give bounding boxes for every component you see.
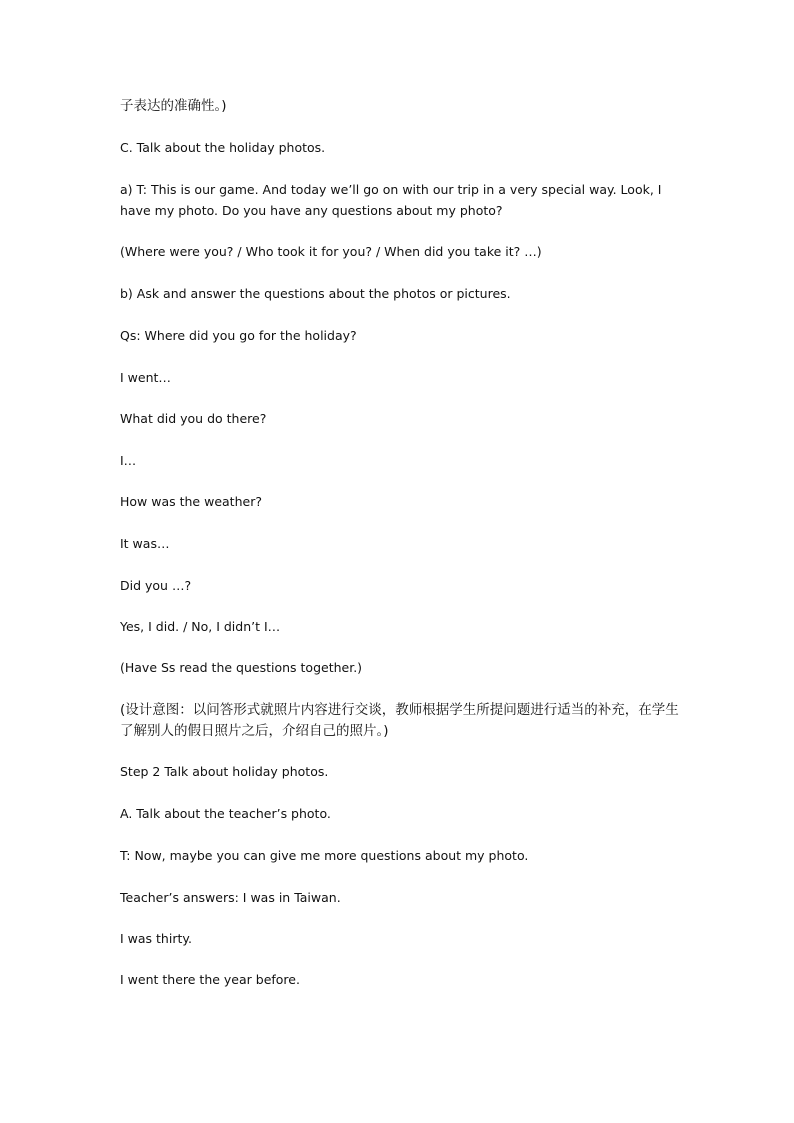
answer-yes-no: Yes, I did. / No, I didn’t I… [120, 619, 281, 634]
step-2-heading: Step 2 Talk about holiday photos. [120, 764, 329, 779]
question-where: Qs: Where did you go for the holiday? [120, 328, 357, 343]
answer-weather: It was… [120, 536, 170, 551]
teacher-answer-age: I was thirty. [120, 931, 192, 946]
design-note-continuation: 子表达的准确性。) [120, 98, 227, 114]
teacher-answer-time: I went there the year before. [120, 972, 300, 987]
read-together-note: (Have Ss read the questions together.) [120, 660, 363, 675]
teacher-prompt: T: Now, maybe you can give me more questions about my photo. [120, 848, 529, 863]
question-weather: How was the weather? [120, 494, 262, 509]
section-c-heading: C. Talk about the holiday photos. [120, 140, 326, 155]
section-a-heading: A. Talk about the teacher’s photo. [120, 806, 331, 821]
teacher-answer-taiwan: Teacher’s answers: I was in Taiwan. [120, 890, 341, 905]
answer-went: I went… [120, 370, 171, 385]
sample-questions: (Where were you? / Who took it for you? / When did you take it? …) [120, 244, 542, 259]
answer-i: I… [120, 453, 137, 468]
instruction-b: b) Ask and answer the questions about the photos or pictures. [120, 286, 511, 301]
question-what: What did you do there? [120, 411, 267, 426]
design-intent-note: (设计意图：以问答形式就照片内容进行交谈，教师根据学生所提问题进行适当的补充，在学生了解别人的假日照片之后，介绍自己的照片。) [120, 702, 679, 739]
teacher-intro-paragraph: a) T: This is our game. And today we’ll go on with our trip in a very special way. Look, I have my photo. Do you have any questions about my photo? [120, 182, 662, 218]
question-did-you: Did you …? [120, 578, 192, 593]
